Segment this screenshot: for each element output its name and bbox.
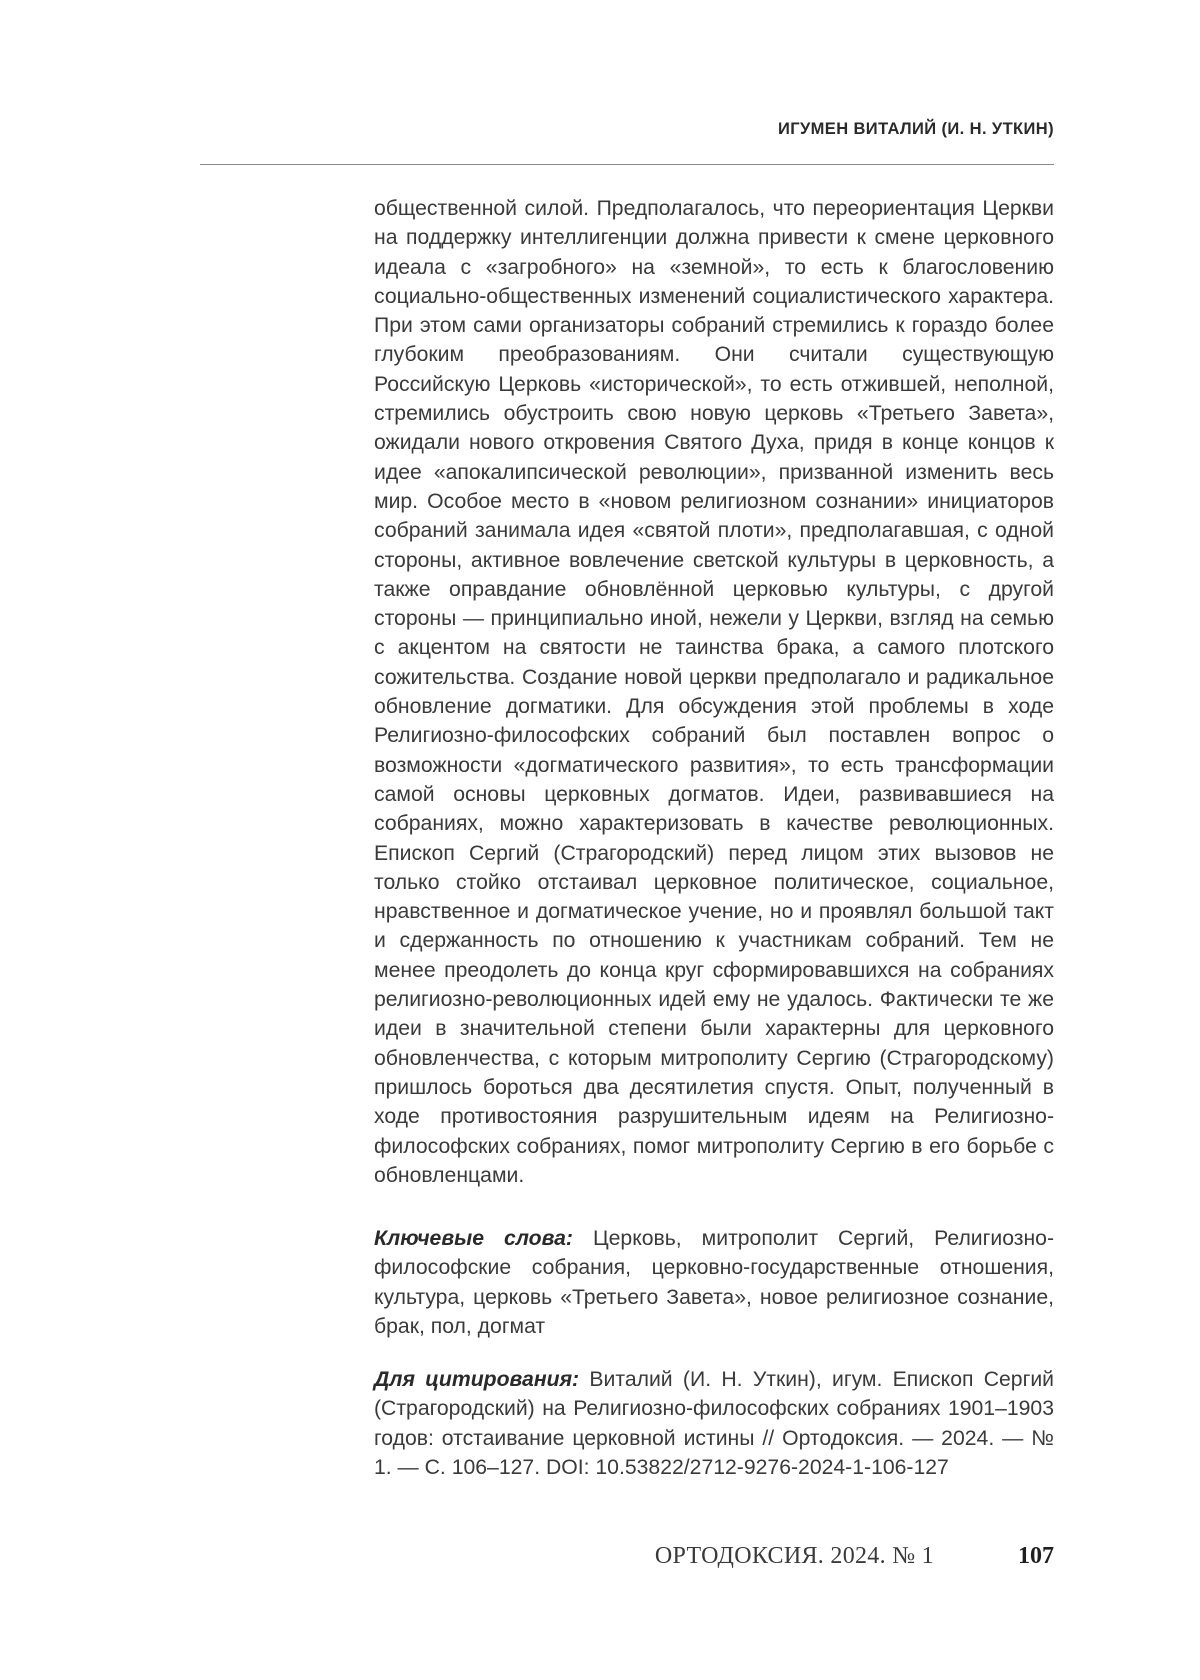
citation-label: Для цитирования:: [374, 1368, 580, 1391]
abstract-paragraph: общественной силой. Предполагалось, что переориентация Церкви на поддержку интеллигенции должна привести к смене церковного идеала с «загробного» на «земной», то есть к благословению социально-общественных изменений социалистического характера. При этом сами организаторы собраний стремились к гораздо более глубоким преобразованиям. Они считали существующую Российскую Церковь «исторической», то есть отжившей, неполной, стремились обустроить свою новую церковь «Третьего Завета», ожидали нового откровения Святого Духа, придя в конце концов к идее «апокалипсической революции», призванной изменить весь мир. Особое место в «новом религиозном сознании» инициаторов собраний занимала идея «святой плоти», предполагавшая, с одной стороны, активное вовлечение светской культуры в церковность, а также оправдание обновлённой церковью культуры, с другой стороны — принципиально иной, нежели у Церкви, взгляд на семью с акцентом на святости не таинства брака, а самого плотского сожительства. Создание новой церкви предполагало и радикальное обновление догматики. Для обсуждения этой проблемы в ходе Религиозно-философских собраний был поставлен вопрос о возможности «догматического развития», то есть трансформации самой основы церковных догматов. Идеи, развивавшиеся на собраниях, можно характеризовать в качестве революционных. Епископ Сергий (Страгородский) перед лицом этих вызовов не только стойко отстаивал церковное политическое, социальное, нравственное и догматическое учение, но и проявлял большой такт и сдержанность по отношению к участникам собраний. Тем не менее преодолеть до конца круг сформировавшихся на собраниях религиозно-революционных идей ему не удалось. Фактически те же идеи в значительной степени были характерны для церковного обновленчества, с которым митрополиту Сергию (Страгородскому) пришлось бороться два десятилетия спустя. Опыт, полученный в ходе противостояния разрушительным идеям на Религиозно-философских собраниях, помог митрополиту Сергию в его борьбе с обновленцами.: [374, 197, 1054, 1187]
running-head-author: ИГУМЕН ВИТАЛИЙ (И. Н. УТКИН): [777, 120, 1054, 138]
abstract-body: [374, 194, 1054, 1190]
keywords-block: [374, 1224, 1054, 1341]
header-divider: [200, 164, 1054, 165]
page-number: 107: [1018, 1543, 1054, 1569]
keywords-text: Церковь, митрополит Сергий, Религиозно-философские собрания, церковно-государственные отношения, культура, церковь «Третьего Завета», новое религиозное сознание, брак, пол, догмат: [374, 1227, 1055, 1338]
footer-journal-title: ОРТОДОКСИЯ. 2024. № 1: [654, 1543, 934, 1569]
citation-text: Виталий (И. Н. Уткин), игум. Епископ Сергий (Страгородский) на Религиозно-философских собраниях 1901–1903 годов: отстаивание церковной истины // Ортодоксия. — 2024. — № 1. — С. 106–127. DOI: 10.53822/2712-9276-2024-1-106-127: [374, 1368, 1054, 1479]
citation-block: [374, 1365, 1054, 1482]
keywords-label: Ключевые слова:: [374, 1227, 573, 1250]
